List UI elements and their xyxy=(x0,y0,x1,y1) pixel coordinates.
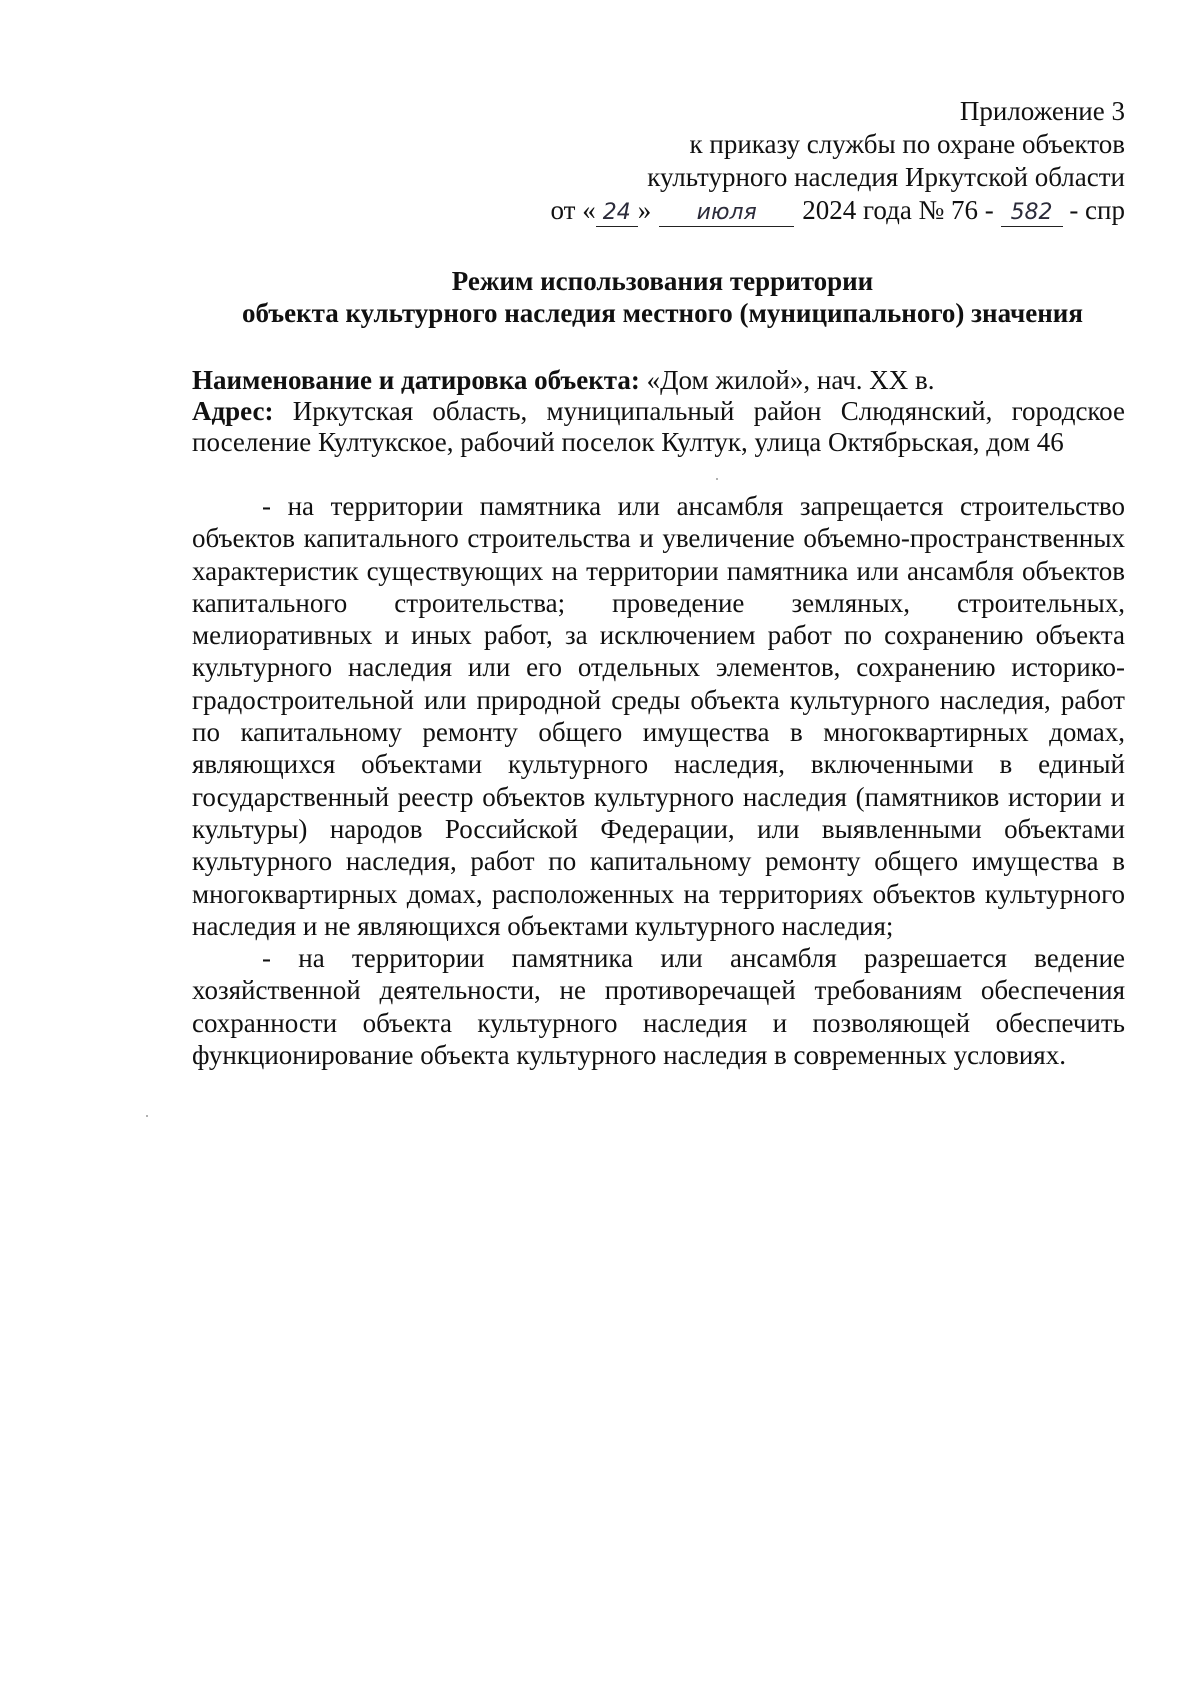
date-quote-close: » xyxy=(637,195,652,225)
object-address-row xyxy=(192,396,1125,458)
title-line-2: объекта культурного наследия местного (муниципального) значения xyxy=(242,298,1083,328)
paragraph-permissions: - на территории памятника или ансамбля разрешается ведение хозяйственной деятельности, не противоречащей требованиям обеспечения сохранности объекта культурного наследия и позволяющей обеспечить функционирование объекта культурного наследия в современных условиях. xyxy=(192,943,1125,1071)
document-title xyxy=(0,265,1200,329)
scan-speck xyxy=(146,1115,148,1117)
object-address-value: Иркутская область, муниципальный район Слюдянский, городское поселение Култукское, рабочий поселок Култук, улица Октябрьская, дом 46 xyxy=(192,396,1125,457)
regime-text xyxy=(192,490,1125,1071)
order-date-line xyxy=(551,194,1126,227)
appendix-header xyxy=(551,95,1126,227)
order-reference: к приказу службы по охране объектов xyxy=(689,129,1125,159)
paragraph-prohibitions: - на территории памятника или ансамбля запрещается строительство объектов капитального строительства и увеличение объемно-пространственных характеристик существующих на территории памятника или ансамбля объектов капитального строительства; проведение земляных, строительных, мелиоративных и иных работ, за исключением работ по сохранению объекта культурного наследия или его отдельных элементов, сохранению историко-градостроительной или природной среды объекта культурного наследия, работ по капитальному ремонту общего имущества в многоквартирных домах, являющихся объектами культурного наследия, включенными в единый государственный реестр объектов культурного наследия (памятников истории и культуры) народов Российской Федерации, или выявленными объектами культурного наследия, работ по капитальному ремонту общего имущества в многоквартирных домах, расположенных на территориях объектов культурного наследия и не являющихся объектами культурного наследия; xyxy=(192,491,1125,941)
handwritten-order-number: 582 xyxy=(1001,200,1063,227)
appendix-number: Приложение 3 xyxy=(959,96,1125,126)
handwritten-month: июля xyxy=(659,200,794,227)
object-address-label: Адрес: xyxy=(192,396,274,426)
order-suffix: - спр xyxy=(1069,195,1125,225)
object-name-value: «Дом жилой», нач. XX в. xyxy=(646,365,935,395)
year-and-number: 2024 года № 76 - xyxy=(802,195,994,225)
object-name-label: Наименование и датировка объекта: xyxy=(192,365,640,395)
object-info xyxy=(192,365,1125,458)
handwritten-day: 24 xyxy=(596,200,638,227)
issuing-authority: культурного наследия Иркутской области xyxy=(647,162,1125,192)
title-line-1: Режим использования территории xyxy=(451,266,874,296)
date-prefix: от « xyxy=(550,195,596,225)
scan-speck xyxy=(716,478,718,480)
object-name-row xyxy=(192,365,1125,396)
